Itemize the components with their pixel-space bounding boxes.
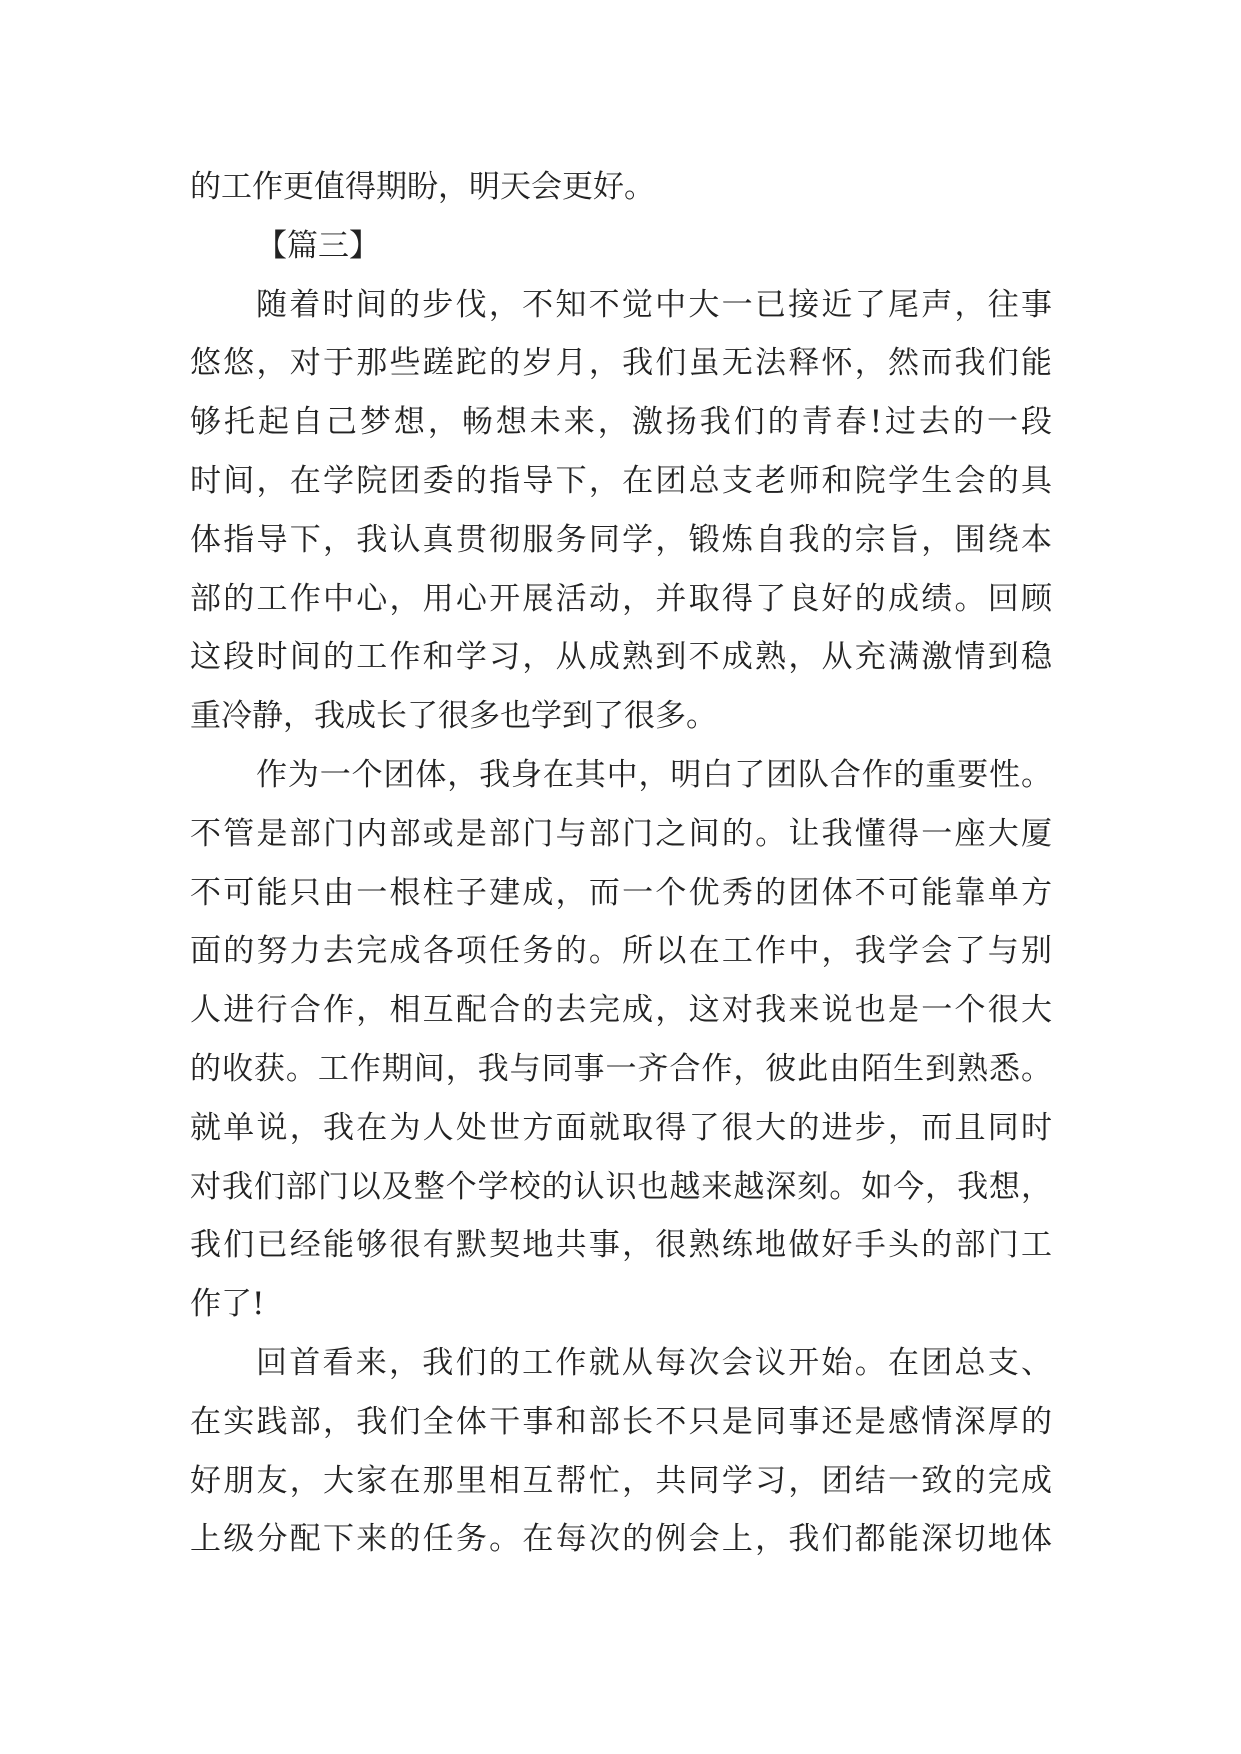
text-line: 不管是部门内部或是部门与部门之间的。让我懂得一座大厦 xyxy=(190,815,1052,852)
text-line: 面的努力去完成各项任务的。所以在工作中，我学会了与别 xyxy=(190,933,1052,970)
text-line: 的工作更值得期盼，明天会更好。 xyxy=(190,169,655,205)
text-line: 人进行合作，相互配合的去完成，这对我来说也是一个很大 xyxy=(190,992,1052,1029)
text-line: 悠悠，对于那些蹉跎的岁月，我们虽无法释怀，然而我们能 xyxy=(190,345,1052,382)
text-line: 时间，在学院团委的指导下，在团总支老师和院学生会的具 xyxy=(190,462,1052,499)
text-line: 这段时间的工作和学习，从成熟到不成熟，从充满激情到稳 xyxy=(190,639,1052,676)
text-line: 好朋友，大家在那里相互帮忙，共同学习，团结一致的完成 xyxy=(190,1462,1052,1499)
text-line: 的收获。工作期间，我与同事一齐合作，彼此由陌生到熟悉。 xyxy=(190,1050,1052,1087)
text-line: 作了! xyxy=(190,1286,265,1323)
text-line: 体指导下，我认真贯彻服务同学，锻炼自我的宗旨，围绕本 xyxy=(190,521,1052,558)
text-line: 重冷静，我成长了很多也学到了很多。 xyxy=(190,698,717,735)
text-line: 我们已经能够很有默契地共事，很熟练地做好手头的部门工 xyxy=(190,1227,1052,1264)
text-line: 回首看来，我们的工作就从每次会议开始。在团总支、 xyxy=(256,1344,1052,1381)
body-text xyxy=(190,158,1052,1569)
text-line: 不可能只由一根柱子建成，而一个优秀的团体不可能靠单方 xyxy=(190,874,1052,911)
text-line: 对我们部门以及整个学校的认识也越来越深刻。如今，我想， xyxy=(190,1168,1052,1205)
text-line: 作为一个团体，我身在其中，明白了团队合作的重要性。 xyxy=(256,756,1052,793)
section-title: 【篇三】 xyxy=(256,227,380,264)
text-line: 在实践部，我们全体干事和部长不只是同事还是感情深厚的 xyxy=(190,1403,1052,1440)
text-line: 够托起自己梦想，畅想未来，激扬我们的青春!过去的一段 xyxy=(190,404,1052,441)
text-line: 就单说，我在为人处世方面就取得了很大的进步，而且同时 xyxy=(190,1109,1052,1146)
text-line: 随着时间的步伐，不知不觉中大一已接近了尾声，往事 xyxy=(256,286,1052,323)
text-line: 部的工作中心，用心开展活动，并取得了良好的成绩。回顾 xyxy=(190,580,1052,617)
text-line: 上级分配下来的任务。在每次的例会上，我们都能深切地体 xyxy=(190,1521,1052,1558)
